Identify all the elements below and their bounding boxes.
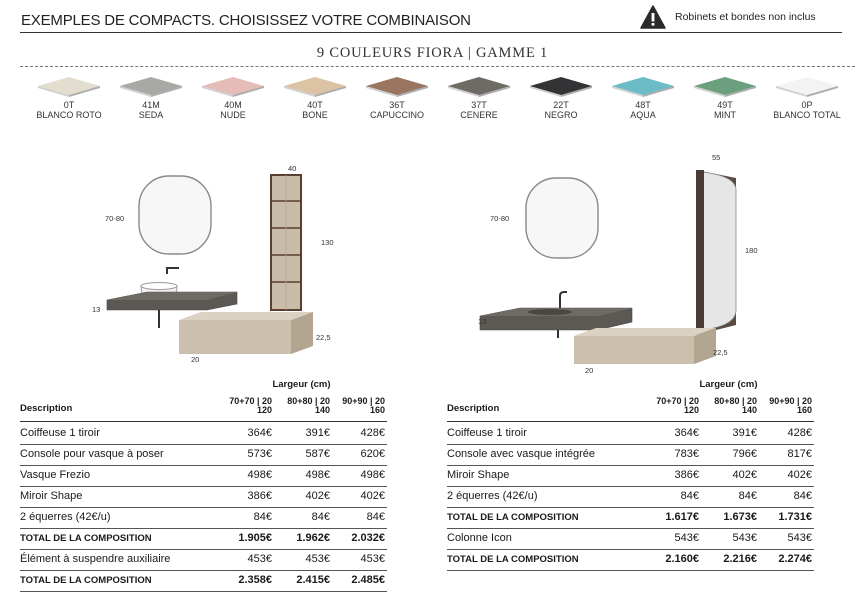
row-label: TOTAL DE LA COMPOSITION [447, 512, 579, 523]
composition-left-illustration [95, 158, 395, 370]
row-price: 1.617€ [665, 511, 699, 523]
color-swatch [604, 74, 682, 120]
range-title: 9 COULEURS FIORA | GAMME 1 [316, 45, 549, 61]
color-swatch-tile [772, 74, 842, 98]
row-price: 428€ [787, 427, 812, 439]
color-swatch [194, 74, 272, 120]
header-divider [20, 32, 842, 33]
swatch-code: 22T [553, 100, 569, 110]
width-column-header [645, 397, 699, 415]
width-column-header [218, 397, 272, 415]
width-column-line1: 70+70 | 20 [656, 396, 699, 406]
width-column-line2: 160 [369, 405, 385, 415]
row-price: 543€ [732, 532, 757, 544]
row-price: 402€ [360, 490, 385, 502]
row-price: 2.485€ [351, 574, 385, 586]
color-swatch-tile [362, 74, 432, 98]
row-price: 84€ [680, 490, 699, 502]
row-price: 1.731€ [778, 511, 812, 523]
range-divider [20, 66, 855, 67]
swatch-name: NUDE [220, 110, 246, 120]
table-row [447, 485, 814, 508]
width-column-line2: 120 [256, 405, 272, 415]
mirror-shape [139, 176, 211, 254]
row-price: 498€ [247, 469, 272, 481]
width-column-header [703, 397, 757, 415]
row-price: 453€ [305, 553, 330, 565]
swatch-name: NEGRO [544, 110, 578, 120]
swatch-top [448, 77, 510, 95]
swatch-top [120, 77, 182, 95]
row-price: 2.358€ [238, 574, 272, 586]
table-row [20, 422, 387, 445]
swatch-name: AQUA [630, 110, 656, 120]
dim-drawer: 22,5 [713, 348, 728, 357]
row-label: Coiffeuse 1 tiroir [447, 427, 527, 439]
color-swatch-tile [198, 74, 268, 98]
row-label: TOTAL DE LA COMPOSITION [447, 554, 579, 565]
color-swatch-tile [526, 74, 596, 98]
swatch-name: SEDA [138, 110, 164, 120]
row-price: 1.905€ [238, 532, 272, 544]
swatch-top [694, 77, 756, 95]
composition-right-illustration [470, 150, 770, 370]
column-icon [696, 170, 736, 335]
mirror-shape [526, 178, 598, 258]
color-swatch [686, 74, 764, 120]
table-row [20, 506, 387, 529]
swatch-name: BONE [302, 110, 328, 120]
swatch-code: 41M [142, 100, 160, 110]
dim-shelf-height: 130 [321, 238, 334, 247]
color-swatch [768, 74, 846, 120]
row-price: 453€ [360, 553, 385, 565]
vanity-drawer-unit [179, 312, 313, 354]
swatch-code: 40T [307, 100, 323, 110]
swatch-top [284, 77, 346, 95]
row-price: 402€ [732, 469, 757, 481]
row-price: 1.962€ [296, 532, 330, 544]
width-column-line2: 140 [314, 405, 330, 415]
width-column-header [276, 397, 330, 415]
width-column-line1: 80+80 | 20 [287, 396, 330, 406]
color-swatch [276, 74, 354, 120]
swatch-code: 36T [389, 100, 405, 110]
width-column-line2: 160 [796, 405, 812, 415]
row-price: 84€ [738, 490, 757, 502]
row-price: 498€ [360, 469, 385, 481]
dim-bottom: 20 [191, 355, 200, 364]
color-swatch-tile [608, 74, 678, 98]
row-label: Console avec vasque intégrée [447, 448, 595, 460]
row-label: Coiffeuse 1 tiroir [20, 427, 100, 439]
row-price: 2.032€ [351, 532, 385, 544]
table-header-row [447, 393, 814, 422]
row-label: TOTAL DE LA COMPOSITION [20, 533, 152, 544]
row-price: 386€ [674, 469, 699, 481]
width-column-header [331, 397, 385, 415]
row-label: TOTAL DE LA COMPOSITION [20, 575, 152, 586]
row-price: 796€ [732, 448, 757, 460]
row-price: 402€ [305, 490, 330, 502]
row-label: Miroir Shape [447, 469, 510, 481]
table-row [447, 527, 814, 550]
dim-mirror: 70-80 [105, 214, 125, 223]
swatch-code: 0T [63, 100, 75, 110]
row-price: 84€ [311, 511, 330, 523]
swatch-name: CAPUCCINO [369, 110, 424, 120]
dim-drawer: 22,5 [316, 333, 331, 342]
row-price: 84€ [793, 490, 812, 502]
swatch-top [612, 77, 674, 95]
row-price: 391€ [305, 427, 330, 439]
row-price: 543€ [674, 532, 699, 544]
row-price: 364€ [674, 427, 699, 439]
swatch-name: BLANCO TOTAL [773, 110, 841, 120]
row-price: 84€ [253, 511, 272, 523]
width-header: Largeur (cm) [272, 379, 331, 390]
table-row [20, 443, 387, 466]
width-column-line1: 90+90 | 20 [769, 396, 812, 406]
row-price: 2.216€ [723, 553, 757, 565]
table-row [20, 527, 387, 550]
row-price: 453€ [247, 553, 272, 565]
color-swatch [440, 74, 518, 120]
row-price: 587€ [305, 448, 330, 460]
row-price: 817€ [787, 448, 812, 460]
row-price: 386€ [247, 490, 272, 502]
table-row [20, 464, 387, 487]
row-price: 2.274€ [778, 553, 812, 565]
swatch-code: 0P [801, 100, 813, 110]
row-price: 428€ [360, 427, 385, 439]
color-swatch [112, 74, 190, 120]
color-swatch-tile [444, 74, 514, 98]
vanity-drawer-unit [574, 328, 716, 364]
row-label: Colonne Icon [447, 532, 512, 544]
warning-triangle-icon [640, 5, 666, 29]
row-label: Élément à suspendre auxiliaire [20, 553, 171, 565]
table-header-row [20, 393, 387, 422]
table-row [447, 422, 814, 445]
width-column-line2: 140 [741, 405, 757, 415]
dim-bottom: 20 [585, 366, 594, 375]
table-row [447, 548, 814, 571]
table-row [447, 506, 814, 529]
table-row [447, 443, 814, 466]
row-price: 1.673€ [723, 511, 757, 523]
table-row [20, 548, 387, 571]
table-row [20, 569, 387, 592]
swatch-top [202, 77, 264, 95]
row-price: 498€ [305, 469, 330, 481]
dim-column-height: 180 [745, 246, 758, 255]
dim-counter: 13 [92, 305, 101, 314]
width-column-line1: 70+70 | 20 [229, 396, 272, 406]
color-swatch-tile [116, 74, 186, 98]
dim-counter: 13 [478, 317, 487, 326]
row-price: 402€ [787, 469, 812, 481]
color-swatch [358, 74, 436, 120]
width-column-line1: 80+80 | 20 [714, 396, 757, 406]
dim-mirror: 70-80 [490, 214, 510, 223]
description-header: Description [447, 403, 500, 414]
row-price: 2.415€ [296, 574, 330, 586]
row-label: Console pour vasque à poser [20, 448, 164, 460]
row-price: 783€ [674, 448, 699, 460]
row-label: Vasque Frezio [20, 469, 91, 481]
row-price: 391€ [732, 427, 757, 439]
color-swatch [522, 74, 600, 120]
swatch-top [366, 77, 428, 95]
swatch-code: 49T [717, 100, 733, 110]
width-column-line2: 120 [683, 405, 699, 415]
swatch-name: CENERE [460, 110, 498, 120]
table-row [447, 464, 814, 487]
swatch-name: MINT [714, 110, 736, 120]
dim-column-width: 55 [712, 153, 721, 162]
faucet [167, 268, 179, 274]
row-label: 2 équerres (42€/u) [447, 490, 538, 502]
swatch-name: BLANCO ROTO [36, 110, 102, 120]
swatch-top [38, 77, 100, 95]
auxiliary-shelf [271, 175, 301, 310]
color-swatch-tile [690, 74, 760, 98]
row-price: 620€ [360, 448, 385, 460]
width-header: Largeur (cm) [699, 379, 758, 390]
width-column-header [758, 397, 812, 415]
notice-text: Robinets et bondes non inclus [675, 11, 816, 23]
row-price: 84€ [366, 511, 385, 523]
swatch-top [776, 77, 838, 95]
width-column-line1: 90+90 | 20 [342, 396, 385, 406]
description-header: Description [20, 403, 73, 414]
swatch-code: 37T [471, 100, 487, 110]
row-label: Miroir Shape [20, 490, 83, 502]
row-price: 2.160€ [665, 553, 699, 565]
swatch-code: 40M [224, 100, 242, 110]
color-swatch-tile [34, 74, 104, 98]
row-label: 2 équerres (42€/u) [20, 511, 111, 523]
swatch-top [530, 77, 592, 95]
color-swatch-tile [280, 74, 350, 98]
table-row [20, 485, 387, 508]
dim-shelf-width: 40 [288, 164, 297, 173]
color-swatch [30, 74, 108, 120]
page-title: EXEMPLES DE COMPACTS. CHOISISSEZ VOTRE COMBINAISON [21, 12, 471, 29]
row-price: 573€ [247, 448, 272, 460]
swatch-code: 48T [635, 100, 651, 110]
row-price: 543€ [787, 532, 812, 544]
row-price: 364€ [247, 427, 272, 439]
